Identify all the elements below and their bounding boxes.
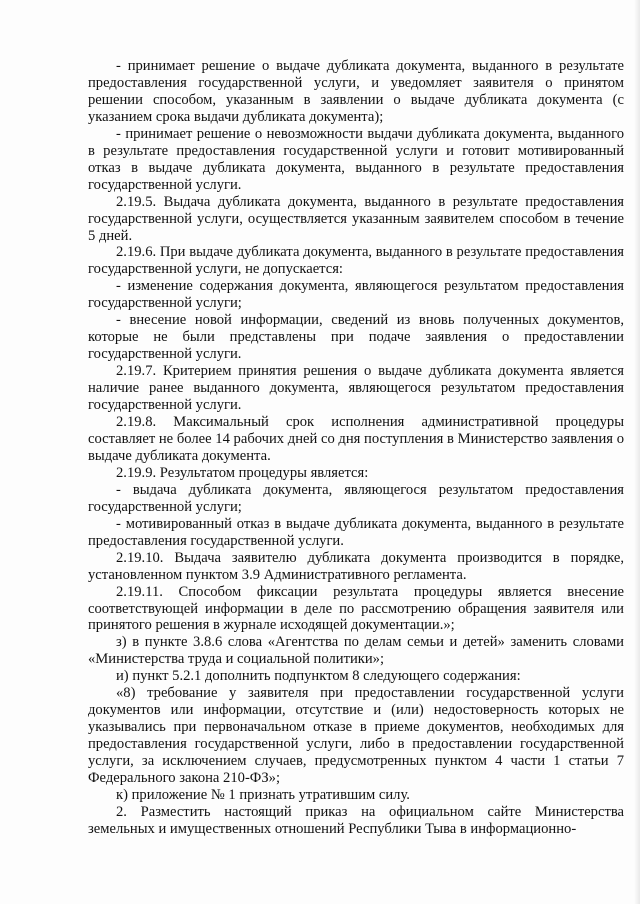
paragraph-3: 2.19.5. Выдача дубликата документа, выданного в результате предоставления государственной услуги, осуществляется указанным заявителем способом в течение 5 дней. (88, 193, 624, 244)
paragraph-8: 2.19.8. Максимальный срок исполнения административной процедуры составляет не более 14 рабочих дней со дня поступления в Министерство заявления о выдаче дубликата документа. (88, 414, 624, 464)
paragraph-11: - мотивированный отказ в выдаче дубликата документа, выданного в результате предоставления государственной услуги. (88, 515, 624, 549)
paragraph-15: и) пункт 5.2.1 дополнить подпунктом 8 следующего содержания: (116, 668, 521, 685)
paragraph-14: з) в пункте 3.8.6 слова «Агентства по делам семьи и детей» заменить словами «Министерства труда и социальной политики»; (88, 634, 624, 668)
paragraph-12: 2.19.10. Выдача заявителю дубликата документа производится в порядке, установленном пунктом 3.9 Административного регламента. (88, 549, 624, 583)
paragraph-17: к) приложение № 1 признать утратившим силу. (116, 786, 410, 803)
paragraph-6: - внесение новой информации, сведений из вновь полученных документов, которые не были представлены при подаче заявления о предоставлении государственной услуги. (88, 312, 624, 363)
paragraph-16: «8) требование у заявителя при предоставлении государственной услуги документов или информации, отсутствие и (или) недостоверность которых не указывались при первоначальном отказе в приеме документов, необходимых для предоставления государственной услуги, либо в предоставлении государственной услуги, за исключением случаев, предусмотренных пунктом 4 части 1 статьи 7 Федерального закона 210-ФЗ»; (88, 685, 624, 787)
paragraph-4: 2.19.6. При выдаче дубликата документа, выданного в результате предоставления государственной услуги, не допускается: (88, 244, 624, 278)
paragraph-2: - принимает решение о невозможности выдачи дубликата документа, выданного в результате предоставления государственной услуги и готовит мотивированный отказ в выдаче дубликата документа, выданного в результате предоставления государственной услуги. (88, 125, 624, 193)
paragraph-5: - изменение содержания документа, являющегося результатом предоставления государственной услуги; (88, 278, 624, 312)
paragraph-13: 2.19.11. Способом фиксации результата процедуры является внесение соответствующей информации в деле по рассмотрению обращения заявителя или принятого решения в журнале исходящей документации.»; (88, 583, 624, 634)
paragraph-1: - принимает решение о выдаче дубликата документа, выданного в результате предоставления государственной услуги, и уведомляет заявителя о принятом решении способом, указанным в заявлении о выдаче дубликата документа (с указанием срока выдачи дубликата документа); (88, 58, 624, 125)
paragraph-18: 2. Разместить настоящий приказ на официальном сайте Министерства земельных и имущественных отношений Республики Тыва в информационно- (88, 803, 624, 837)
scan-edge-shadow (634, 0, 640, 904)
paragraph-10: - выдача дубликата документа, являющегося результатом предоставления государственной услуги; (88, 481, 624, 515)
paragraph-7: 2.19.7. Критерием принятия решения о выдаче дубликата документа является наличие ранее выданного документа, являющегося результатом предоставления государственной услуги. (88, 363, 624, 414)
paragraph-9: 2.19.9. Результатом процедуры является: (116, 464, 369, 481)
document-body (88, 58, 624, 838)
